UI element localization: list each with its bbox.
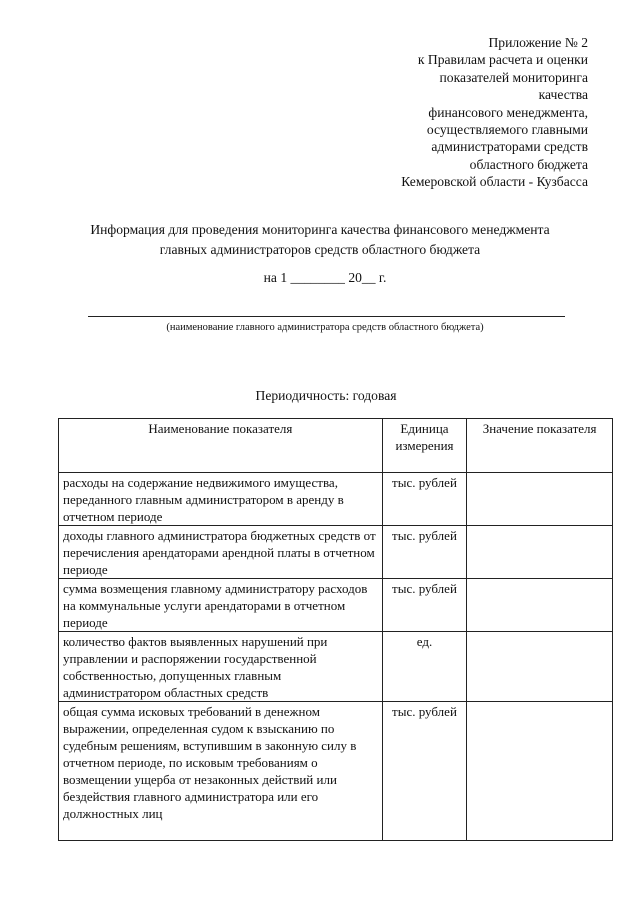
value-cell: [467, 632, 613, 702]
appendix-line: осуществляемого главными: [426, 122, 588, 138]
periodicity-label: Периодичность: годовая: [255, 388, 397, 403]
value-cell: [467, 702, 613, 841]
value-cell: [467, 526, 613, 579]
report-date-line: на 1 ________ 20__ г.: [263, 270, 387, 285]
unit-cell: ед.: [382, 632, 466, 702]
appendix-line: к Правилам расчета и оценки: [417, 52, 588, 68]
unit-cell: тыс. рублей: [382, 526, 466, 579]
unit-cell: тыс. рублей: [382, 702, 466, 841]
title-line-2: главных администраторов средств областного бюджета: [159, 242, 481, 257]
value-cell: [467, 473, 613, 526]
value-cell: [467, 579, 613, 632]
indicators-table: [58, 418, 613, 841]
table-header-row: [59, 419, 613, 473]
indicator-name-cell: количество фактов выявленных нарушений при управлении и распоряжении государственной собственностью, допущенных главным администратором областных средств: [59, 632, 383, 702]
appendix-line: администраторами средств: [431, 139, 588, 155]
header-indicator-name: Наименование показателя: [59, 419, 383, 473]
table-row: [59, 579, 613, 632]
indicator-name-cell: общая сумма исковых требований в денежном выражении, определенная судом к взысканию по судебным решениям, вступившим в законную силу в отчетном периоде, по исковым требованиям о возмещении ущерба от незаконных действий или бездействия главного администратора или его должностных лиц: [59, 702, 383, 841]
appendix-line: финансового менеджмента,: [428, 104, 588, 120]
table-row: [59, 702, 613, 841]
header-unit: Единица измерения: [382, 419, 466, 473]
indicator-name-cell: расходы на содержание недвижимого имущества, переданного главным администратором в аренду в отчетном периоде: [59, 473, 383, 526]
appendix-line: показателей мониторинга: [439, 69, 588, 85]
header-value: Значение показателя: [467, 419, 613, 473]
unit-cell: тыс. рублей: [382, 473, 466, 526]
table-row: [59, 526, 613, 579]
appendix-line: качества: [538, 87, 588, 103]
title-line-1: Информация для проведения мониторинга качества финансового менеджмента: [90, 222, 550, 237]
admin-name-caption: (наименование главного администратора средств областного бюджета): [166, 322, 484, 333]
admin-name-line: [88, 316, 565, 317]
appendix-line: областного бюджета: [469, 156, 588, 172]
document-title: [0, 220, 640, 260]
indicator-name-cell: сумма возмещения главному администратору расходов на коммунальные услуги арендаторами в отчетном периоде: [59, 579, 383, 632]
unit-cell: тыс. рублей: [382, 579, 466, 632]
table-row: [59, 473, 613, 526]
table-row: [59, 632, 613, 702]
appendix-line: Приложение № 2: [488, 35, 588, 50]
indicator-name-cell: доходы главного администратора бюджетных средств от перечисления арендаторами арендной платы в отчетном периоде: [59, 526, 383, 579]
appendix-line: Кемеровской области - Кузбасса: [401, 174, 588, 190]
appendix-header: [401, 34, 588, 191]
